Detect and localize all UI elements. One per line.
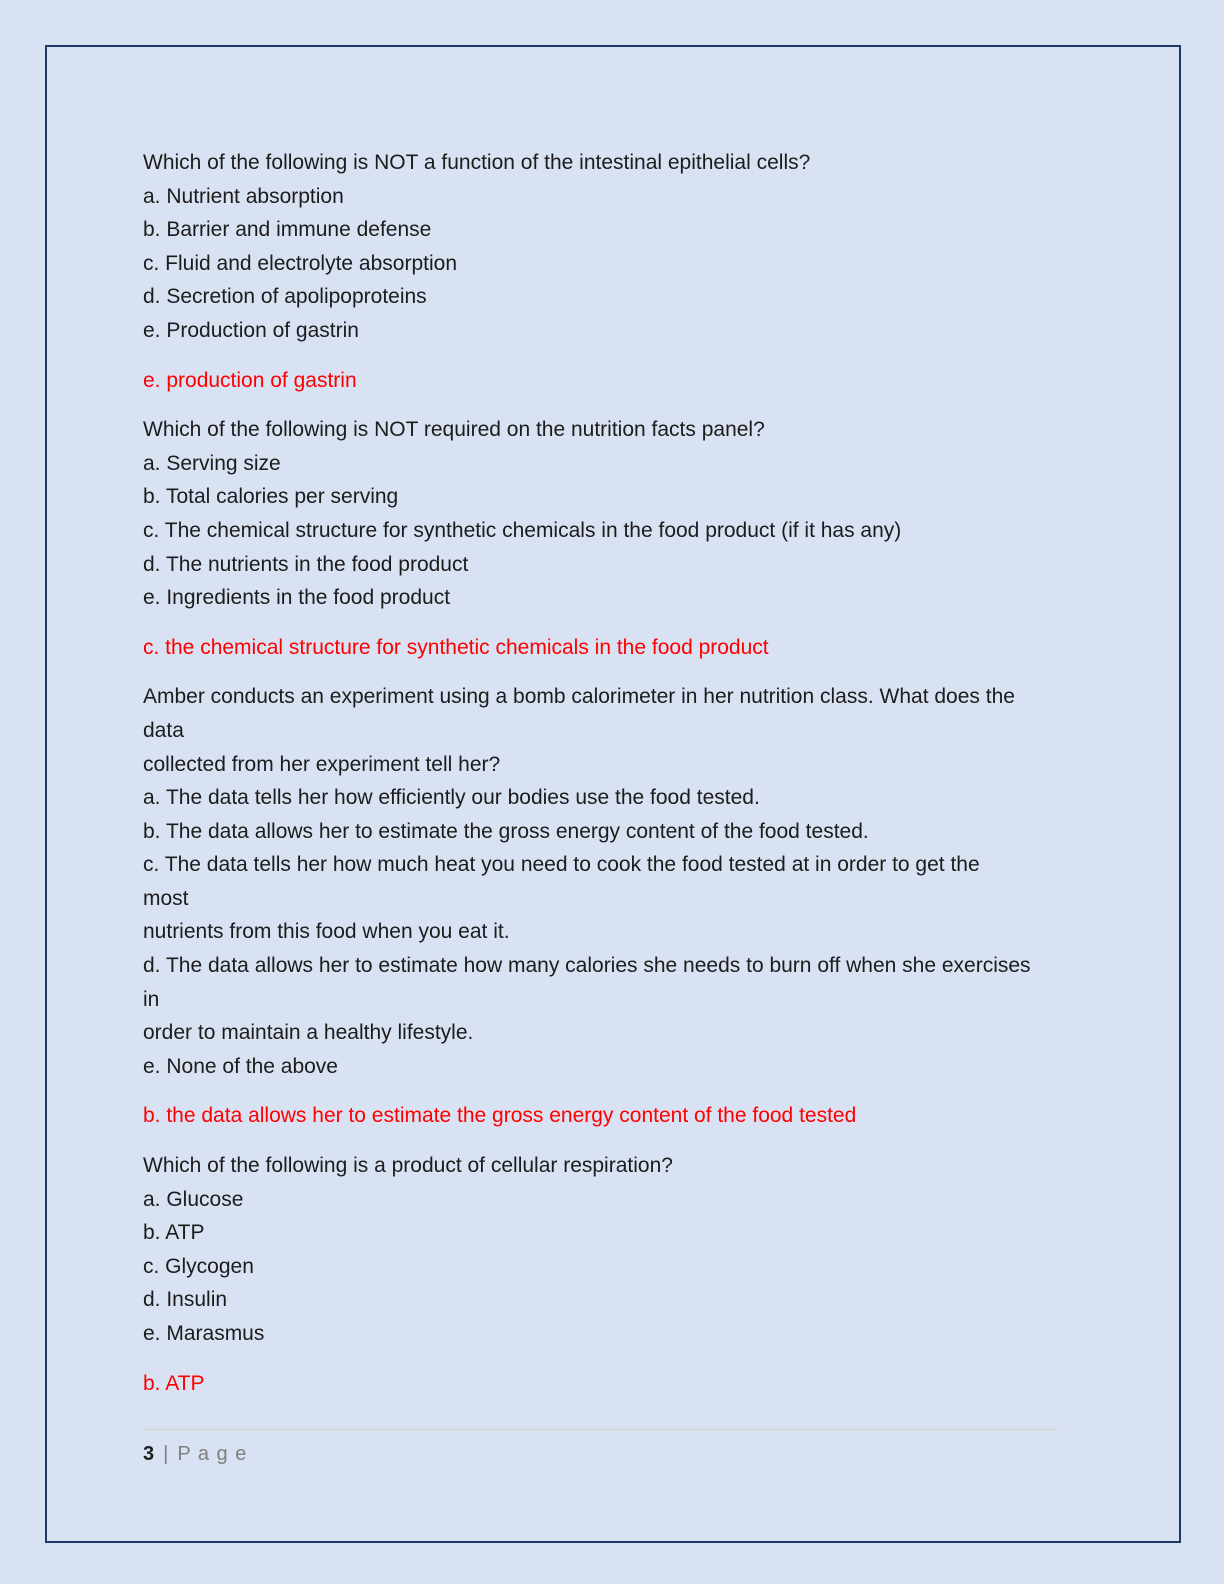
- option-c-continued: most: [143, 886, 189, 910]
- option-a: a. Serving size: [143, 451, 281, 475]
- answer-text: b. ATP: [143, 1371, 205, 1395]
- option-d: d. Insulin: [143, 1288, 228, 1312]
- page-footer: [143, 1429, 1058, 1466]
- option-b: b. Barrier and immune defense: [143, 218, 432, 242]
- question-text: Which of the following is NOT a function of the intestinal epithelial cells?: [143, 151, 811, 174]
- question-text: collected from her experiment tell her?: [143, 752, 501, 776]
- question-text: data: [143, 718, 184, 742]
- option-c: c. The chemical structure for synthetic chemicals in the food product (if it has any): [143, 518, 902, 542]
- page-number: 3: [143, 1443, 155, 1465]
- answer-text: b. the data allows her to estimate the gross energy content of the food tested: [143, 1104, 857, 1128]
- option-d: d. The data allows her to estimate how many calories she needs to burn off when she exercises: [143, 954, 1031, 978]
- option-a: a. The data tells her how efficiently our bodies use the food tested.: [143, 786, 760, 810]
- page-label: P a g e: [177, 1443, 248, 1465]
- option-e: e. Production of gastrin: [143, 318, 359, 342]
- answer-text: c. the chemical structure for synthetic chemicals in the food product: [143, 635, 769, 659]
- option-a: a. Glucose: [143, 1187, 244, 1211]
- option-c-continued: nutrients from this food when you eat it.: [143, 920, 510, 944]
- option-b: b. ATP: [143, 1221, 205, 1245]
- option-c: c. Glycogen: [143, 1254, 254, 1278]
- footer-separator: |: [163, 1443, 169, 1465]
- option-b: b. Total calories per serving: [143, 485, 399, 509]
- option-e: e. None of the above: [143, 1054, 338, 1078]
- question-text: Amber conducts an experiment using a bomb calorimeter in her nutrition class. What does the: [143, 685, 1015, 709]
- option-e: e. Marasmus: [143, 1322, 265, 1345]
- option-e: e. Ingredients in the food product: [143, 586, 451, 610]
- footer-divider: [143, 1429, 1058, 1430]
- question-block: [143, 146, 1075, 397]
- option-c: c. Fluid and electrolyte absorption: [143, 251, 458, 275]
- option-b: b. The data allows her to estimate the gross energy content of the food tested.: [143, 819, 869, 843]
- option-d-continued: order to maintain a healthy lifestyle.: [143, 1021, 474, 1045]
- question-block: [143, 1149, 1075, 1400]
- answer-text: e. production of gastrin: [143, 368, 357, 392]
- option-c: c. The data tells her how much heat you need to cook the food tested at in order to get the: [143, 853, 980, 877]
- option-d: d. The nutrients in the food product: [143, 552, 469, 576]
- question-text: Which of the following is a product of cellular respiration?: [143, 1154, 673, 1178]
- question-block: [143, 680, 1075, 1133]
- document-content: [143, 146, 1075, 1416]
- footer-text: [143, 1443, 1058, 1466]
- question-block: [143, 413, 1075, 664]
- question-text: Which of the following is NOT required on the nutrition facts panel?: [143, 418, 765, 442]
- option-d: d. Secretion of apolipoproteins: [143, 285, 427, 309]
- option-a: a. Nutrient absorption: [143, 184, 344, 208]
- option-d-continued: in: [143, 987, 160, 1011]
